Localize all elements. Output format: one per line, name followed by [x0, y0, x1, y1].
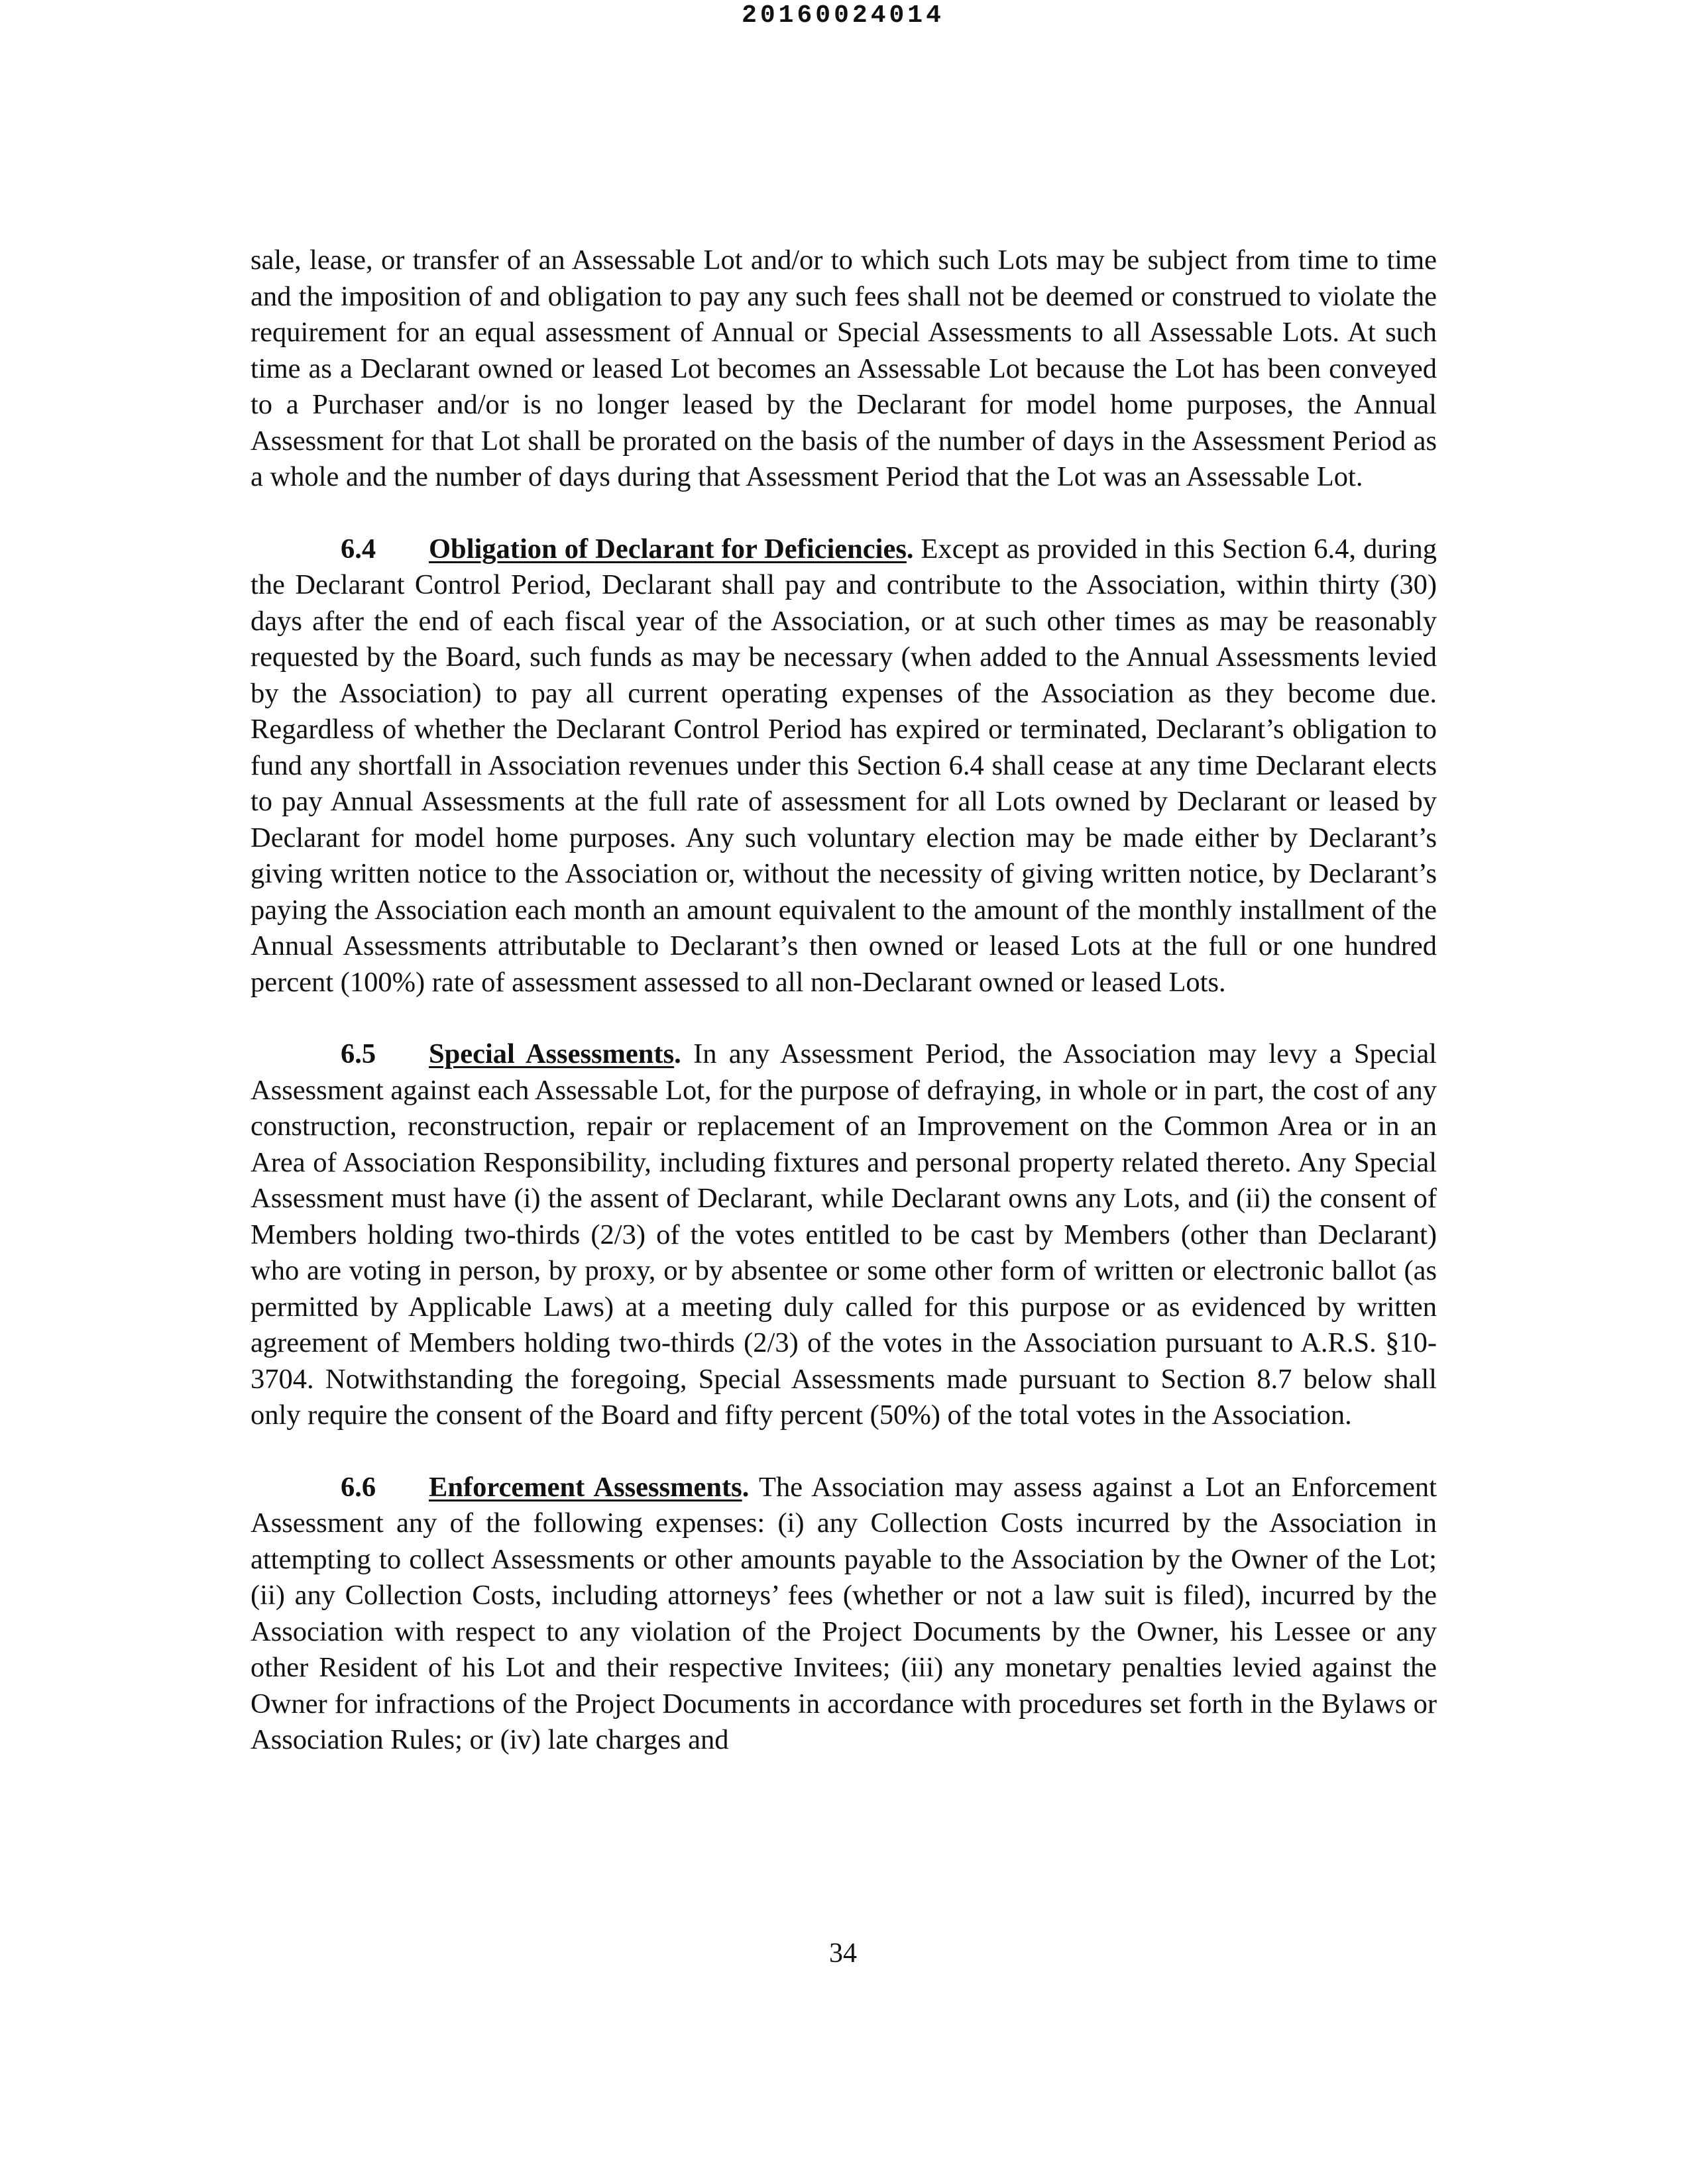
page-number: 34	[829, 1938, 857, 1969]
section-text: In any Assessment Period, the Association may levy a Special Assessment against each Assessable Lot, for the purpose of defraying, in whole or in part, the cost of any construction, reconstruction, repair or replacement of an Improvement on the Common Area or in an Area of Association Responsibility, including fixtures and personal property related thereto. Any Special Assessment must have (i) the assent of Declarant, while Declarant owns any Lots, and (ii) the consent of Members holding two-thirds (2/3) of the votes entitled to be cast by Members (other than Declarant) who are voting in person, by proxy, or by absentee or some other form of written or electronic ballot (as permitted by Applicable Laws) at a meeting duly called for this purpose or as evidenced by written agreement of Members holding two-thirds (2/3) of the votes in the Association pursuant to A.R.S. §10-3704. Notwithstanding the foregoing, Special Assessments made pursuant to Section 8.7 below shall only require the consent of the Board and fifty percent (50%) of the total votes in the Association.	[251, 1038, 1437, 1431]
section-text: Except as provided in this Section 6.4, during the Declarant Control Period, Declarant shall pay and contribute to the Association, within thirty (30) days after the end of each fiscal year of the Association, or at such other times as may be reasonably requested by the Board, such funds as may be necessary (when added to the Annual Assessments levied by the Association) to pay all current operating expenses of the Association as they become due. Regardless of whether the Declarant Control Period has expired or terminated, Declarant’s obligation to fund any shortfall in Association revenues under this Section 6.4 shall cease at any time Declarant elects to pay Annual Assessments at the full rate of assessment for all Lots owned by Declarant or leased by Declarant for model home purposes. Any such voluntary election may be made either by Declarant’s giving written notice to the Association or, without the necessity of giving written notice, by Declarant’s paying the Association each month an amount equivalent to the amount of the monthly installment of the Annual Assessments attributable to Declarant’s then owned or leased Lots at the full or one hundred percent (100%) rate of assessment assessed to all non-Declarant owned or leased Lots.	[251, 533, 1437, 998]
section-heading: Special Assessments	[429, 1038, 675, 1069]
heading-period: .	[906, 533, 914, 565]
section-heading: Obligation of Declarant for Deficiencies	[429, 533, 907, 565]
heading-period: .	[674, 1038, 681, 1069]
section-6-4-paragraph	[251, 531, 1437, 1001]
continuation-paragraph: sale, lease, or transfer of an Assessable Lot and/or to which such Lots may be subject from time to time and the imposition of and obligation to pay any such fees shall not be deemed or construed to violate the requirement for an equal assessment of Annual or Special Assessments to all Assessable Lots. At such time as a Declarant owned or leased Lot becomes an Assessable Lot because the Lot has been conveyed to a Purchaser and/or is no longer leased by the Declarant for model home purposes, the Annual Assessment for that Lot shall be prorated on the basis of the number of days in the Assessment Period as a whole and the number of days during that Assessment Period that the Lot was an Assessable Lot.	[251, 245, 1437, 492]
heading-period: .	[742, 1471, 750, 1503]
section-text: The Association may assess against a Lot an Enforcement Assessment any of the following expenses: (i) any Collection Costs incurred by the Association in attempting to collect Assessments or other amounts payable to the Association by the Owner of the Lot; (ii) any Collection Costs, including attorneys’ fees (whether or not a law suit is filed), incurred by the Association with respect to any violation of the Project Documents by the Owner, his Lessee or any other Resident of his Lot and their respective Invitees; (iii) any monetary penalties levied against the Owner for infractions of the Project Documents in accordance with procedures set forth in the Bylaws or Association Rules; or (iv) late charges and	[251, 1471, 1437, 1755]
document-body	[251, 243, 1437, 1759]
section-6-6-paragraph	[251, 1470, 1437, 1759]
section-heading: Enforcement Assessments	[429, 1471, 742, 1503]
section-number: 6.5	[341, 1038, 376, 1069]
section-6-5-paragraph	[251, 1036, 1437, 1434]
recording-number: 20160024014	[742, 1, 944, 30]
section-number: 6.4	[341, 533, 376, 565]
section-number: 6.6	[341, 1471, 376, 1503]
